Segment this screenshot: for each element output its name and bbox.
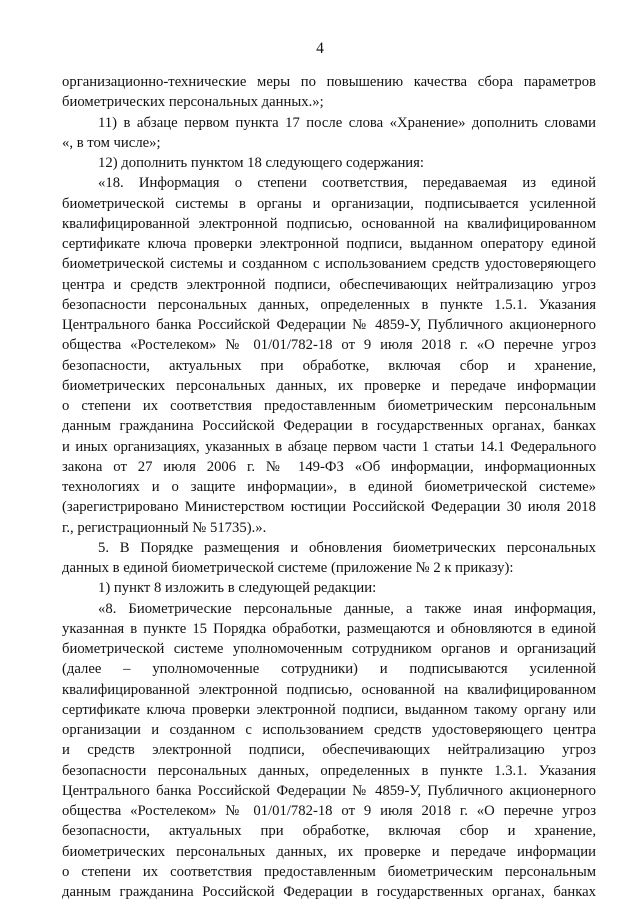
text-line: сертификате ключа проверки электронной подписи, выданном такому органу или <box>62 701 596 718</box>
text-line: общества «Ростелеком» № 01/01/782-18 от 9 июля 2018 г. «О перечне угроз <box>62 803 596 819</box>
text-line: квалифицированной электронной подписью, основанной на квалифицированном <box>62 681 596 698</box>
text-line: безопасности персональных данных, определенных в пункте 1.5.1. Указания <box>62 296 596 313</box>
text-line: 1) пункт 8 изложить в следующей редакции: <box>98 580 377 597</box>
text-line: и средств электронной подписи, обеспечивающих нейтрализацию угроз <box>62 742 596 759</box>
text-line: «8. Биометрические персональные данные, а также иная информация, <box>98 600 596 617</box>
text-line: «18. Информация о степени соответствия, передаваемая из единой <box>98 175 596 192</box>
text-line: данным гражданина Российской Федерации в государственных органах, банках <box>62 418 596 435</box>
text-line: биометрической системы и созданном с использованием средств удостоверяющего <box>62 256 596 273</box>
text-line: 5. В Порядке размещения и обновления биометрических персональных <box>98 539 596 556</box>
text-line: данных в единой биометрической системе (приложение № 2 к приказу): <box>62 560 514 576</box>
text-line: Центрального банка Российской Федерации № 4859-У, Публичного акционерного <box>62 317 596 333</box>
text-line: (зарегистрировано Министерством юстиции Российской Федерации 30 июля 2018 <box>62 499 596 516</box>
text-line: общества «Ростелеком» № 01/01/782-18 от 9 июля 2018 г. «О перечне угроз <box>62 337 596 354</box>
page-number: 4 <box>316 40 324 57</box>
text-line: организации и созданном с использованием средств удостоверяющего центра <box>62 722 596 738</box>
text-line: биометрических персональных данных, их проверке и передаче информации <box>62 377 596 394</box>
text-line: биометрической системе уполномоченным сотрудником органов и организаций <box>62 641 596 657</box>
text-line: указанная в пункте 15 Порядка обработки, размещаются и обновляются в единой <box>62 620 596 637</box>
text-line: и иных организациях, указанных в абзаце первом части 1 статьи 14.1 Федерального <box>62 438 596 455</box>
text-line: безопасности, актуальных при обработке, включая сбор и хранение, <box>62 357 596 374</box>
text-line: биометрической системы в органы и организации, подписывается усиленной <box>62 195 596 212</box>
text-line: технологиях и о защите информации», в единой биометрической системе» <box>62 479 596 495</box>
text-line: о степени их соответствия предоставленным биометрическим персональным <box>62 863 596 880</box>
text-line: Центрального банка Российской Федерации № 4859-У, Публичного акционерного <box>62 782 596 799</box>
text-line: центра и средств электронной подписи, обеспечивающих нейтрализацию угроз <box>62 276 596 293</box>
text-line: данным гражданина Российской Федерации в государственных органах, банках <box>62 884 596 900</box>
text-line: (далее – уполномоченные сотрудники) и подписываются усиленной <box>62 661 596 678</box>
text-line: о степени их соответствия предоставленным биометрическим персональным <box>62 398 596 414</box>
text-line: 11) в абзаце первом пункта 17 после слова «Хранение» дополнить словами <box>98 114 596 131</box>
text-line: организационно-технические меры по повышению качества сбора параметров <box>62 74 596 90</box>
text-line: биометрических персональных данных, их проверке и передаче информации <box>62 843 596 860</box>
text-line: 12) дополнить пунктом 18 следующего содержания: <box>98 155 425 171</box>
text-line: биометрических персональных данных.»; <box>62 94 324 111</box>
text-line: квалифицированной электронной подписью, основанной на квалифицированном <box>62 215 596 232</box>
text-line: «, в том числе»; <box>62 134 161 151</box>
text-line: безопасности, актуальных при обработке, включая сбор и хранение, <box>62 823 596 840</box>
text-line: сертификате ключа проверки электронной подписи, выданном оператору единой <box>62 236 596 252</box>
text-line: безопасности персональных данных, определенных в пункте 1.3.1. Указания <box>62 762 596 779</box>
text-line: г., регистрационный № 51735).». <box>62 519 267 536</box>
text-line: закона от 27 июля 2006 г. № 149-ФЗ «Об информации, информационных <box>62 458 596 475</box>
